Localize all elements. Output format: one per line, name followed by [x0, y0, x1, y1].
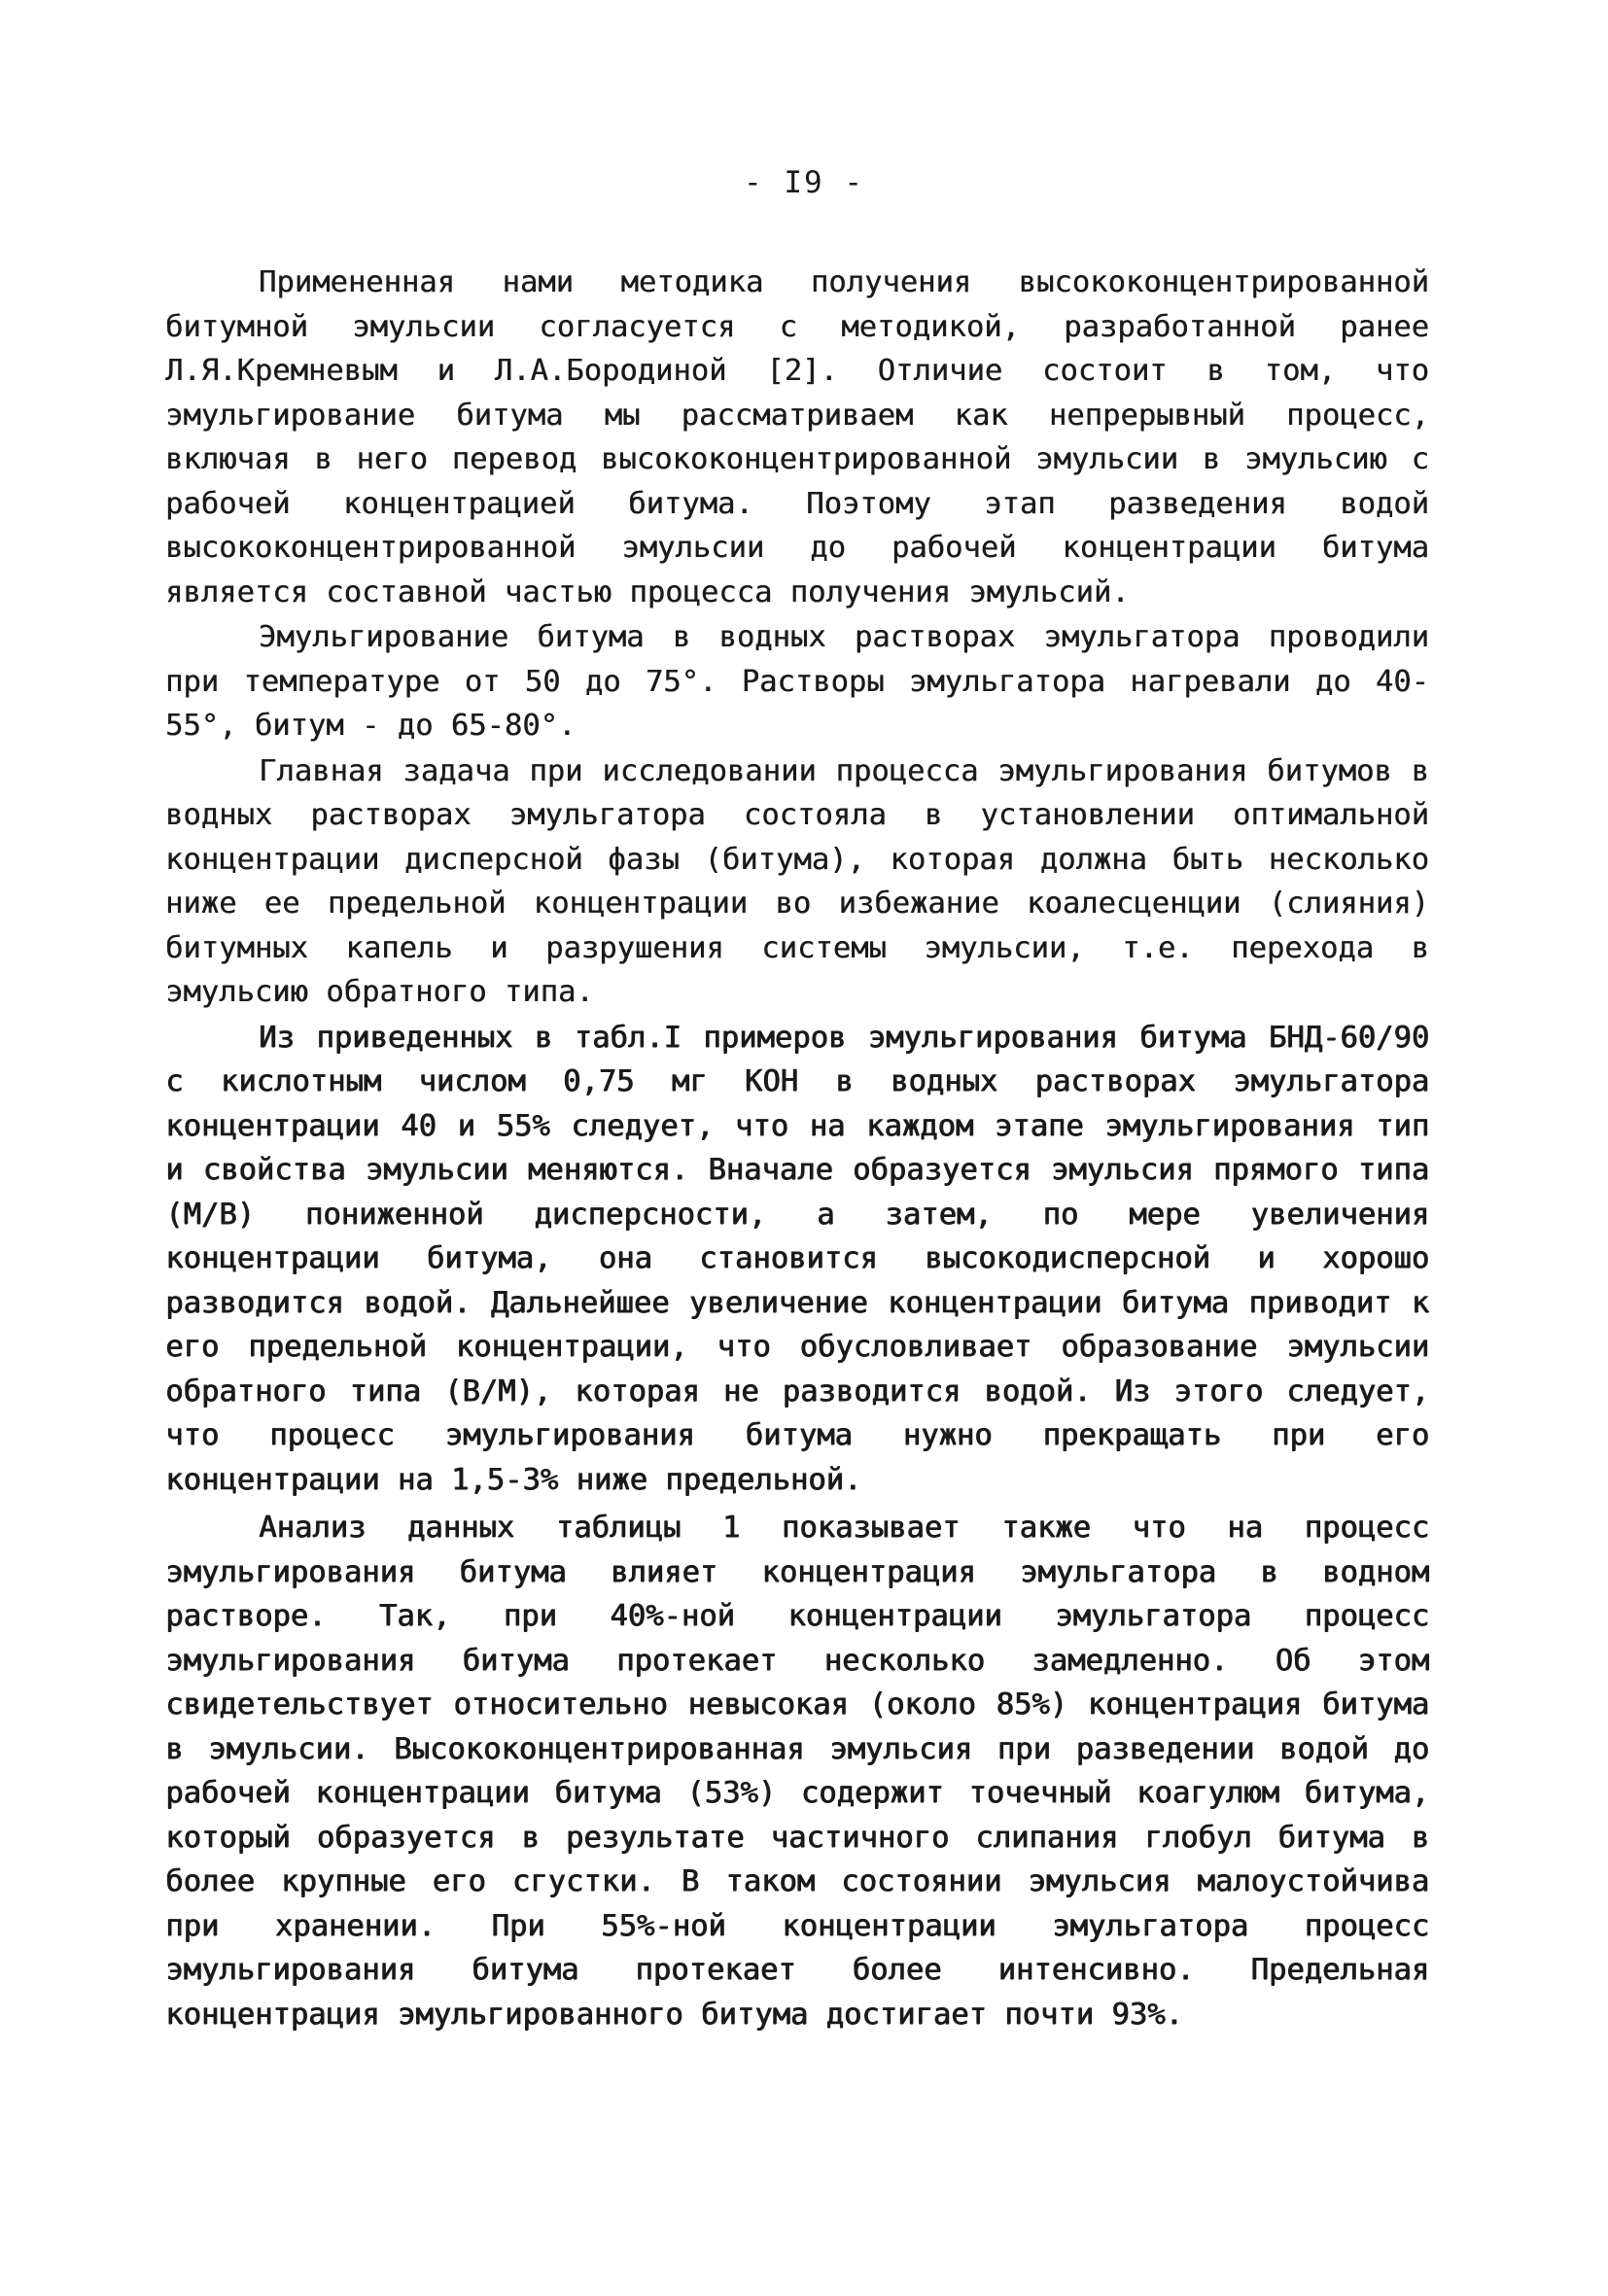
- paragraph-methodology: Примененная нами методика получения высококонцентрированной битумной эмульсии согласуется с методикой, разработанной ранее Л.Я.Кремневым и Л.А.Бородиной [2]. Отличие состоит в том, что эмульгирование битума мы рассматриваем как непрерывный процесс, включая в него перевод высококонцентрированной эмульсии в эмульсию с рабочей концентрацией битума. Поэтому этап разведения водой высококонцентрированной эмульсии до рабочей концентрации битума является составной частью процесса получения эмульсий.: [165, 265, 1429, 609]
- body-text: [165, 261, 1429, 2037]
- paragraph-temperature: Эмульгирование битума в водных растворах эмульгатора проводили при температуре от 50 до 75°. Растворы эмульгатора нагревали до 40-55°, битум - до 65-80°.: [165, 620, 1429, 743]
- paragraph-analysis: Анализ данных таблицы 1 показывает также что на процесс эмульгирования битума влияет концентрация эмульгатора в водном растворе. Так, при 40%-ной концентрации эмульгатора процесс эмульгирования битума протекает несколько замедленно. Об этом свидетельствует относительно невысокая (около 85%) концентрация битума в эмульсии. Высококонцентрированная эмульсия при разведении водой до рабочей концентрации битума (53%) содержит точечный коагулюм битума, который образуется в результате частичного слипания глобул битума в более крупные его сгустки. В таком состоянии эмульсия малоустойчива при хранении. При 55%-ной концентрации эмульгатора процесс эмульгирования битума протекает более интенсивно. Предельная концентрация эмульгированного битума достигает почти 93%.: [165, 1511, 1429, 2032]
- paragraph-table-examples: Из приведенных в табл.I примеров эмульгирования битума БНД-60/90 с кислотным числом 0,75 мг КОН в водных растворах эмульгатора концентрации 40 и 55% следует, что на каждом этапе эмульгирования тип и свойства эмульсии меняются. Вначале образуется эмульсия прямого типа (М/В) пониженной дисперсности, а затем, по мере увеличения концентрации битума, она становится высокодисперсной и хорошо разводится водой. Дальнейшее увеличение концентрации битума приводит к его предельной концентрации, что обусловливает образование эмульсии обратного типа (В/М), которая не разводится водой. Из этого следует, что процесс эмульгирования битума нужно прекращать при его концентрации на 1,5-3% ниже предельной.: [165, 1020, 1429, 1497]
- page-number: - I9 -: [744, 165, 864, 200]
- paragraph-main-task: Главная задача при исследовании процесса эмульгирования битумов в водных растворах эмульгатора состояла в установлении оптимальной концентрации дисперсной фазы (битума), которая должна быть несколько ниже ее предельной концентрации во избежание коалесценции (слияния) битумных капель и разрушения системы эмульсии, т.е. перехода в эмульсию обратного типа.: [165, 753, 1429, 1009]
